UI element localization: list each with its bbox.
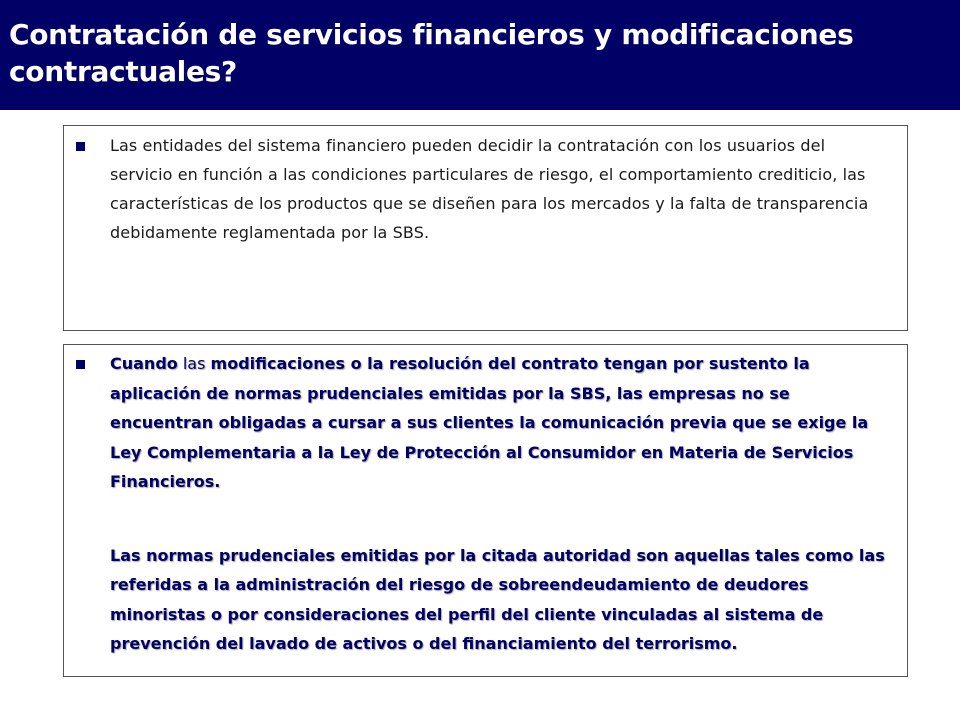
content-box-1 — [63, 125, 908, 331]
slide-title: Contratación de servicios financieros y modificaciones contractuales? — [9, 18, 854, 88]
paragraph-cuando — [110, 349, 889, 497]
paragraph-cuando-rest: modificaciones o la resolución del contrato tengan por sustento la aplicación de normas prudenciales emitidas por la SBS, las empresas no se encuentran obligadas a cursar a sus clientes la comunicación previa que se exige la Ley Complementaria a la Ley de Protección al Consumidor en Materia de Servicios Financieros. — [110, 354, 869, 491]
paragraph-entidades: Las entidades del sistema financiero pueden decidir la contratación con los usuarios del servicio en función a las condiciones particulares de riesgo, el comportamiento crediticio, las características de los productos que se diseñen para los mercados y la falta de transparencia debidamente reglamentada por la SBS. — [110, 136, 869, 242]
slide-title-bar — [0, 0, 960, 110]
square-bullet-icon — [76, 360, 85, 369]
paragraph-normas-prudenciales: Las normas prudenciales emitidas por la citada autoridad son aquellas tales como las referidas a la administración del riesgo de sobreendeudamiento de deudores minoristas o por consideraciones del perfil del cliente vinculadas al sistema de prevención del lavado de activos o del financiamiento del terrorismo. — [110, 545, 885, 653]
square-bullet-icon — [76, 142, 85, 151]
paragraph-cuando-lead: Cuando — [110, 354, 178, 373]
content-box-2 — [63, 344, 908, 677]
bullet-item-1 — [76, 131, 889, 247]
paragraph-cuando-connector: las — [177, 354, 211, 373]
bullet-item-2 — [76, 349, 889, 659]
